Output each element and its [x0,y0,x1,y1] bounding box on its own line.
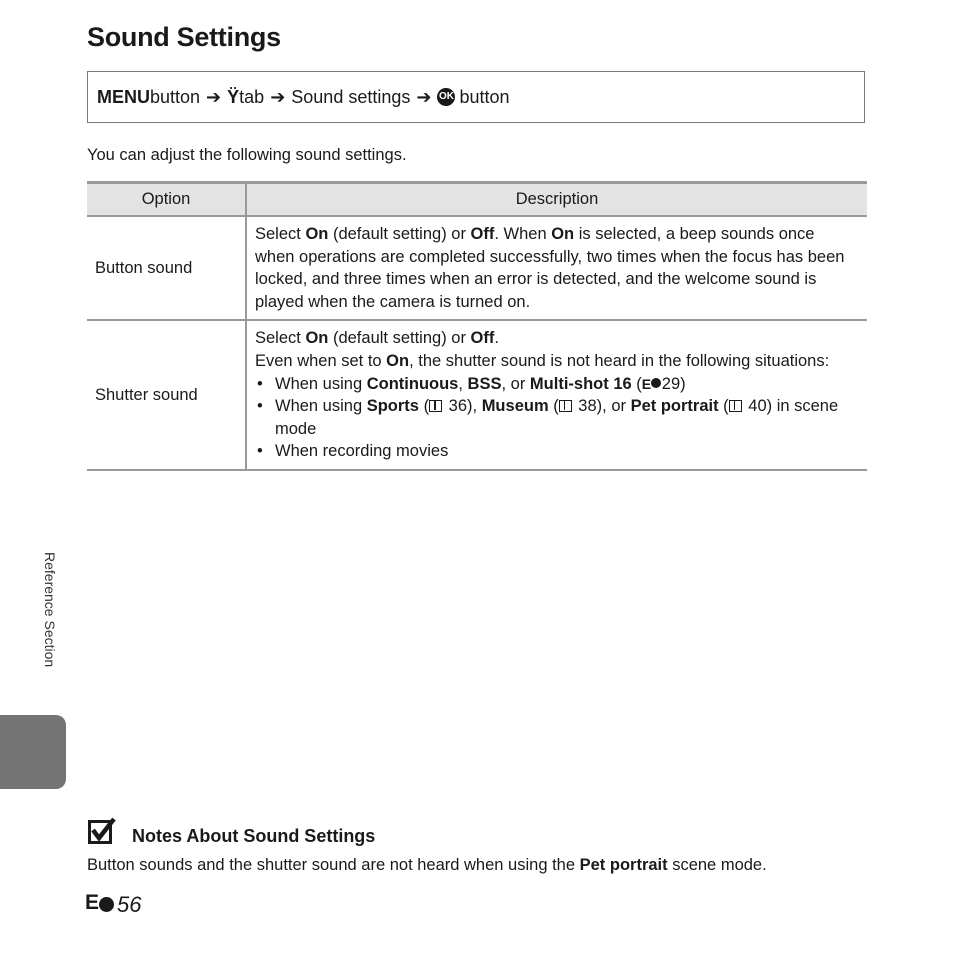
book-icon [429,400,442,412]
arrow-right-icon: ➔ [270,86,286,107]
menu-button-icon: MENU [97,86,150,107]
description-button-sound: Select On (default setting) or Off. When On is selected, a beep sounds once when operations are completed successfully, two times when the focus has been locked, and three times when an error is detected, and the welcome sound is played when the camera is turned on. [246,216,867,320]
option-shutter-sound: Shutter sound [87,320,246,470]
menu-path-text-2: tab [239,86,265,107]
menu-path-text-3: Sound settings [291,86,411,107]
arrow-right-icon: ➔ [416,86,432,107]
section-tab [0,715,66,789]
ok-button-icon: OK [437,88,455,106]
book-icon [559,400,572,412]
table-row [87,216,867,320]
list-item: • When using Sports ( 36), Museum ( 38), or Pet portrait ( 40) in scene mode [255,395,857,440]
sound-options-table [87,181,867,471]
table-row [87,320,867,470]
menu-path-text-4: button [459,86,510,107]
reference-section-icon [85,894,115,916]
side-section-label: Reference Section [42,552,58,668]
book-icon [729,400,742,412]
page-number: E 56 [85,892,141,918]
menu-path-box [87,71,865,123]
note-title: Notes About Sound Settings [132,826,376,846]
setup-tab-icon: Ÿ [227,86,240,107]
option-button-sound: Button sound [87,216,246,320]
header-description: Description [246,183,867,217]
menu-path-text-1: button [150,86,201,107]
description-shutter-sound: Select On (default setting) or Off. Even when set to On, the shutter sound is not heard in the following situations: • When using Continuous, BSS, or Multi-shot 16 (E 29) • When using Sports ( 36), Museum ( 38), or Pet portrait ( 40) in scene mode • When recording movies [246,320,867,470]
checkmark-icon [88,817,116,845]
reference-section-icon [642,376,661,391]
header-option: Option [87,183,246,217]
intro-text: You can adjust the following sound settings. [87,146,407,164]
page-title: Sound Settings [87,22,281,52]
note-body: Button sounds and the shutter sound are not heard when using the Pet portrait scene mode. [87,856,767,874]
list-item: • When recording movies [255,440,857,463]
list-item: • When using Continuous, BSS, or Multi-shot 16 (E 29) [255,373,857,396]
arrow-right-icon: ➔ [206,86,222,107]
situations-list [255,373,857,463]
